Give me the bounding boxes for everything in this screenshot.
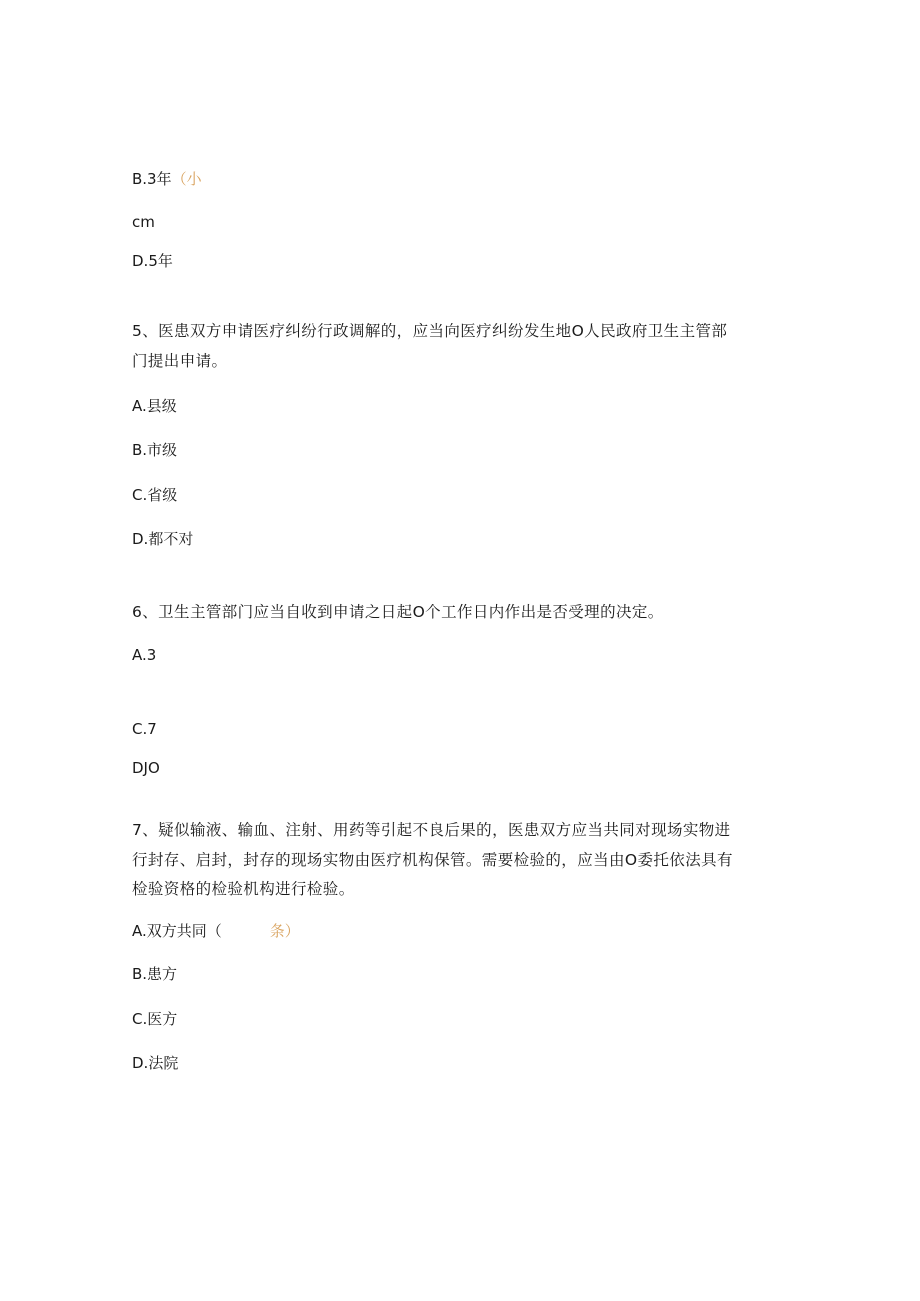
question-5-option-c: C.省级 — [132, 486, 178, 504]
question-5-option-d: D.都不对 — [132, 530, 194, 548]
question-7-option-a-text: A.双方共同（ — [132, 922, 222, 940]
question-7-line-1: 7、疑似输液、输血、注射、用药等引起不良后果的，医患双方应当共同对现场实物进 — [132, 821, 731, 839]
fragment-b-mark: （小 — [171, 170, 202, 188]
question-7-option-b: B.患方 — [132, 965, 178, 983]
question-6-option-a: A.3 — [132, 646, 157, 664]
question-7-stem — [132, 816, 792, 905]
question-7-option-d: D.法院 — [132, 1054, 179, 1072]
question-5-stem — [132, 317, 792, 376]
question-6-line-1: 6、卫生主管部门应当自收到申请之日起O个工作日内作出是否受理的决定。 — [132, 603, 664, 621]
fragment-b — [132, 169, 202, 189]
fragment-d: D.5年 — [132, 252, 173, 270]
question-5-option-b: B.市级 — [132, 441, 178, 459]
question-5-option-a: A.县级 — [132, 397, 177, 415]
question-6-stem — [132, 598, 792, 628]
question-7-line-3: 检验资格的检验机构进行检验。 — [132, 880, 355, 898]
question-7-option-a — [132, 921, 300, 941]
question-5-line-2: 门提出申请。 — [132, 351, 228, 370]
question-7-option-c: C.医方 — [132, 1010, 178, 1028]
fragment-b-text: B.3年 — [132, 170, 172, 188]
question-7-option-a-mark: 条） — [269, 922, 300, 940]
question-6-option-c: C.7 — [132, 720, 157, 738]
question-5-line-1: 5、医患双方申请医疗纠纷行政调解的，应当向医疗纠纷发生地O人民政府卫生主管部 — [132, 322, 728, 340]
fragment-cm: cm — [132, 213, 155, 231]
question-7-line-2: 行封存、启封，封存的现场实物由医疗机构保管。需要检验的，应当由O委托依法具有 — [132, 850, 733, 869]
question-6-option-d: DJO — [132, 759, 160, 777]
